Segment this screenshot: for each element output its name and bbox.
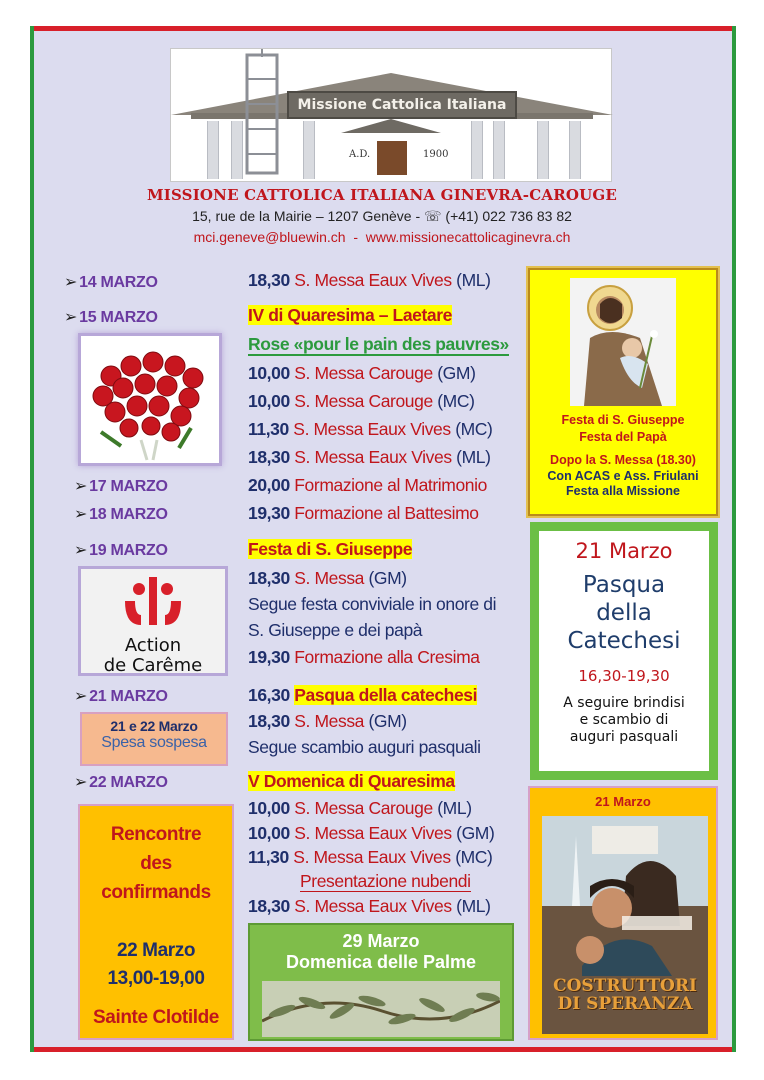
- spesa-dates: 21 e 22 Marzo: [110, 718, 198, 734]
- poster-date: 21 Marzo: [595, 794, 651, 809]
- poster-title-1: COSTRUTTORI: [553, 976, 697, 996]
- saint-joseph-icon: [570, 278, 676, 406]
- building-year: 1900: [423, 149, 449, 160]
- schedule-line: 19,30 Formazione alla Cresima: [248, 647, 480, 667]
- spesa-sospesa-badge: [80, 712, 228, 766]
- mission-title: MISSIONE CATTOLICA ITALIANA GINEVRA-CAROUGE: [146, 186, 618, 204]
- rencontre-place: Sainte Clotilde: [93, 1007, 219, 1028]
- date-label: ➢ 17 MARZO: [74, 478, 168, 495]
- poster-title-2: DI SPERANZA: [557, 994, 693, 1014]
- mission-contacts: [80, 229, 684, 245]
- catechesi-title-1: Pasqua: [582, 572, 666, 598]
- schedule-line: 18,30 S. Messa (GM): [248, 711, 407, 731]
- schedule-note: Rose «pour le pain des pauvres»: [248, 334, 509, 354]
- mission-address: 15, rue de la Mairie – 1207 Genève - ☏ (+41) 022 736 83 82: [192, 208, 572, 224]
- giuseppe-box-line2: Festa del Papà: [579, 430, 667, 444]
- giuseppe-box-line5: Festa alla Missione: [566, 484, 680, 498]
- building-column: [537, 121, 549, 179]
- top-red-border: [30, 26, 736, 31]
- costruttori-poster-image: [542, 816, 708, 1034]
- catechesi-title-3: Catechesi: [567, 628, 681, 654]
- building-sign: Missione Cattolica Italiana: [287, 91, 517, 119]
- building-column: [471, 121, 483, 179]
- schedule-line: 18,30 S. Messa Eaux Vives (ML): [248, 896, 491, 916]
- email-link[interactable]: mci.geneve@bluewin.ch: [193, 229, 346, 245]
- left-green-border: [30, 26, 34, 1052]
- giuseppe-box-line3: Dopo la S. Messa (18.30): [550, 453, 696, 467]
- roses-bouquet-icon: [81, 336, 219, 463]
- schedule-heading: Festa di S. Giuseppe: [248, 539, 413, 559]
- schedule-line: 18,30 S. Messa (GM): [248, 568, 407, 588]
- domenica-palme-box: [248, 923, 514, 1041]
- building-column: [207, 121, 219, 179]
- rencontre-time: 13,00-19,00: [107, 968, 205, 989]
- schedule-line: 11,30 S. Messa Eaux Vives (MC): [248, 419, 493, 439]
- olive-branch-image: [262, 981, 500, 1037]
- catechesi-title-2: della: [596, 600, 652, 626]
- rencontre-line1: Rencontre: [110, 824, 202, 845]
- schedule-note: Segue festa conviviale in onore di: [248, 594, 497, 614]
- catechesi-text-3: auguri pasquali: [569, 729, 679, 745]
- date-label: ➢ 22 MARZO: [74, 774, 168, 791]
- contact-separator: -: [353, 229, 358, 245]
- action-de-careme-line1: Action: [124, 635, 182, 656]
- spesa-label: Spesa sospesa: [101, 734, 207, 751]
- rencontre-line3: confirmands: [101, 882, 211, 903]
- date-label: ➢ 14 MARZO: [64, 274, 158, 291]
- action-de-careme-logo: [78, 566, 228, 676]
- schedule-note: S. Giuseppe e dei papà: [248, 620, 423, 640]
- catechesi-time: 16,30-19,30: [578, 667, 670, 685]
- action-de-careme-line2: de Carême: [103, 655, 203, 676]
- catechesi-date: 21 Marzo: [575, 539, 673, 563]
- catechesi-text-1: A seguire brindisi: [563, 695, 685, 711]
- schedule-heading: V Domenica di Quaresima: [248, 771, 455, 791]
- schedule-line: 10,00 S. Messa Carouge (ML): [248, 798, 472, 818]
- rencontre-line2: des: [140, 853, 172, 874]
- building-column: [231, 121, 243, 179]
- rencontre-confirmands-box: [78, 804, 234, 1040]
- catechesi-text-2: e scambio di: [579, 712, 669, 728]
- action-de-careme-icon: [81, 569, 225, 631]
- building-column: [303, 121, 315, 179]
- schedule-line: 11,30 S. Messa Eaux Vives (MC): [248, 847, 493, 867]
- date-label: ➢ 18 MARZO: [74, 506, 168, 523]
- building-column: [569, 121, 581, 179]
- schedule-line: 10,00 S. Messa Eaux Vives (GM): [248, 823, 495, 843]
- schedule-line: 18,30 S. Messa Eaux Vives (ML): [248, 447, 491, 467]
- schedule-heading: 16,30 Pasqua della catechesi: [248, 685, 478, 705]
- giuseppe-box-line4: Con ACAS e Ass. Friulani: [547, 469, 699, 483]
- schedule-note: Segue scambio auguri pasquali: [248, 737, 481, 757]
- olive-branch-icon: [262, 981, 500, 1037]
- san-giuseppe-image: [570, 278, 676, 406]
- schedule-line: 18,30 S. Messa Eaux Vives (ML): [248, 270, 491, 290]
- roses-image: [78, 333, 222, 466]
- website-link[interactable]: www.missionecattolicaginevra.ch: [365, 229, 571, 245]
- giuseppe-box-line1: Festa di S. Giuseppe: [561, 413, 685, 427]
- schedule-line: 19,30 Formazione al Battesimo: [248, 503, 479, 523]
- festa-san-giuseppe-box: [528, 268, 718, 516]
- schedule-note: Presentazione nubendi: [300, 871, 471, 891]
- schedule-line: 10,00 S. Messa Carouge (MC): [248, 391, 475, 411]
- schedule-line: 20,00 Formazione al Matrimonio: [248, 475, 487, 495]
- palme-date: 29 Marzo: [342, 931, 420, 951]
- costruttori-poster-box: [528, 786, 718, 1040]
- building-column: [493, 121, 505, 179]
- date-label: ➢ 15 MARZO: [64, 309, 158, 326]
- date-label: ➢ 21 MARZO: [74, 688, 168, 705]
- schedule-line: 10,00 S. Messa Carouge (GM): [248, 363, 476, 383]
- mission-building-logo: [170, 48, 612, 182]
- bottom-red-border: [30, 1047, 736, 1052]
- rencontre-date: 22 Marzo: [116, 940, 196, 961]
- pasqua-catechesi-box: [530, 522, 718, 780]
- right-green-border: [732, 26, 736, 1052]
- schedule-heading: IV di Quaresima – Laetare: [248, 305, 452, 325]
- building-ad-label: A.D.: [349, 149, 371, 160]
- date-label: ➢ 19 MARZO: [74, 542, 168, 559]
- palme-title: Domenica delle Palme: [285, 952, 477, 972]
